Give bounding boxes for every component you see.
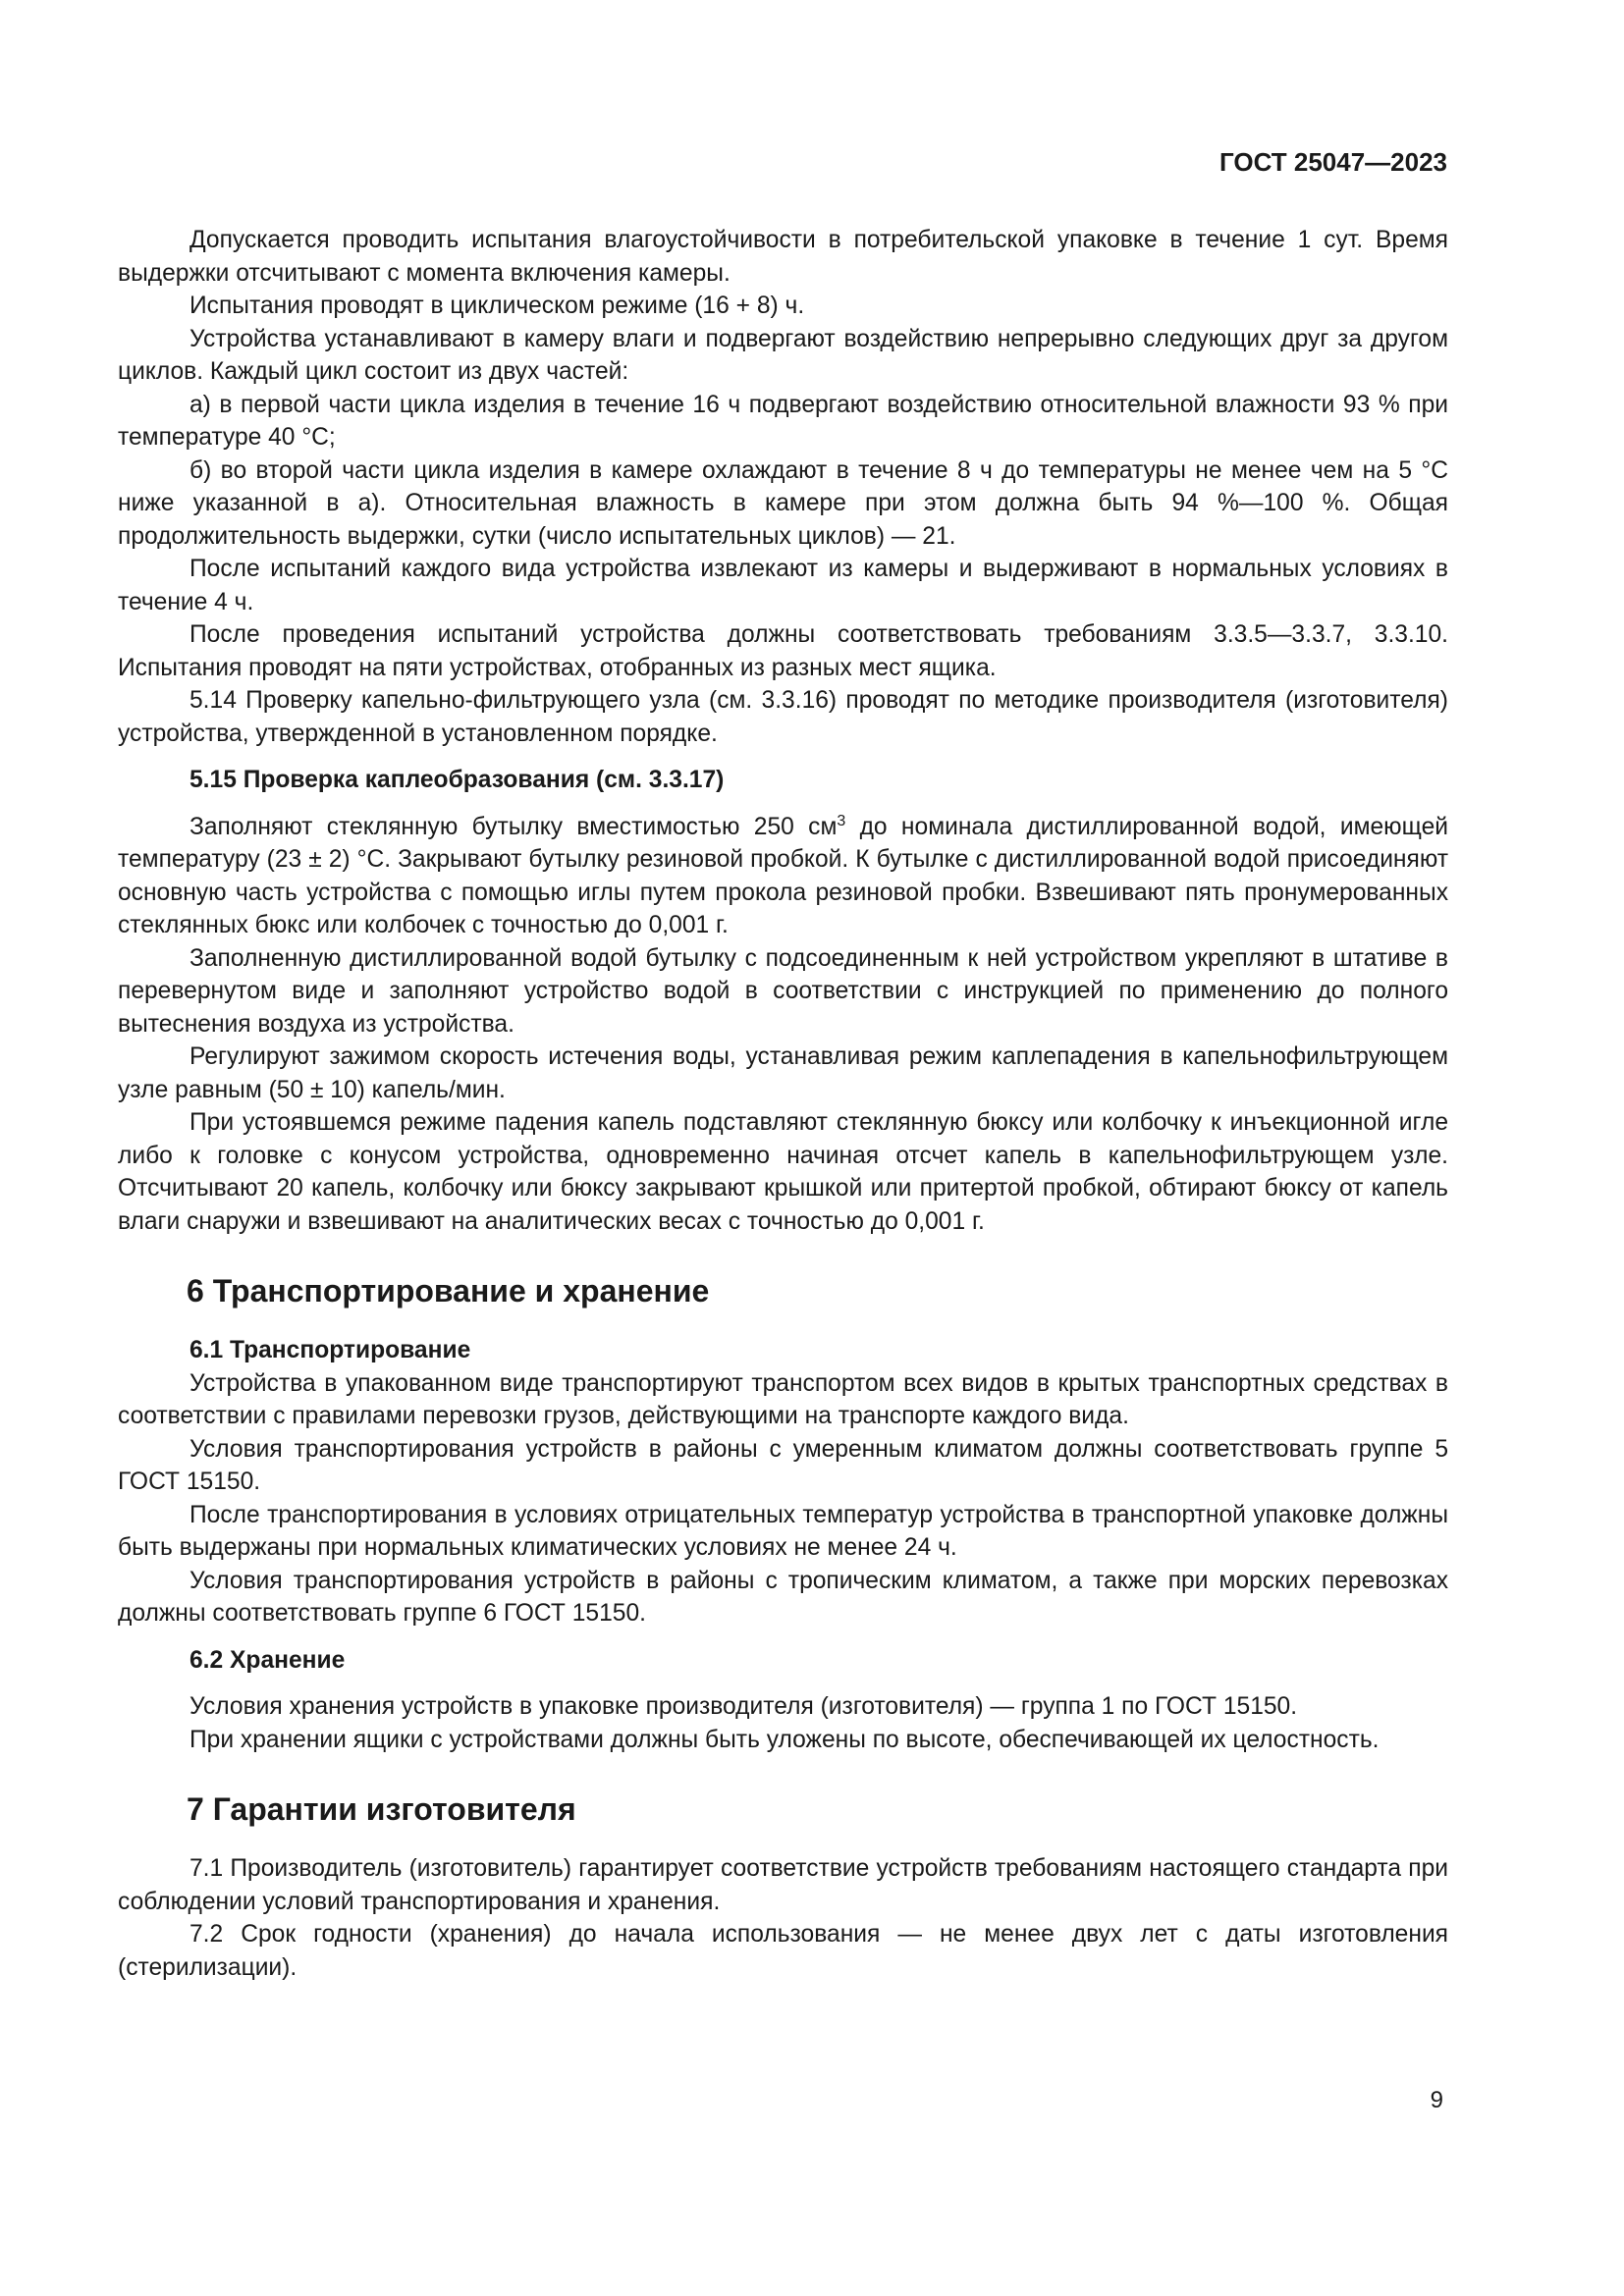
paragraph: Устройства в упакованном виде транспортируют транспортом всех видов в крытых транспортных средствах в соответствии с правилами перевозки грузов, действующими на транспорте каждого вида. [118, 1369, 1448, 1429]
clause-6-2-heading: 6.2 Хранение [189, 1646, 346, 1674]
paragraph-text: до номинала дистиллированной водой, имеющей температуру (23 ± 2) °С. Закрывают бутылку резиновой пробкой. К бутылке с дистиллированной водой присоединяют основную часть устройства с помощью иглы путем прокола резиновой пробки. Взвешивают пять пронумерованных стеклянных бюкс или колбочек с точностью до 0,001 г. [118, 813, 1448, 938]
section-6-title: 6 Транспортирование и хранение [187, 1273, 710, 1308]
paragraph: Допускается проводить испытания влагоустойчивости в потребительской упаковке в течение 1 сут. Время выдержки отсчитывают с момента включения камеры. [118, 227, 1448, 287]
paragraph-text: Заполняют стеклянную бутылку вместимостью 250 см [189, 813, 838, 840]
paragraph: После испытаний каждого вида устройства извлекают из камеры и выдерживают в нормальных условиях в течение 4 ч. [118, 556, 1448, 615]
paragraph: Испытания проводят в циклическом режиме (16 + 8) ч. [189, 293, 805, 319]
paragraph: Условия транспортирования устройств в районы с тропическим климатом, а также при морских перевозках должны соответствовать группе 6 ГОСТ 15150. [118, 1567, 1448, 1627]
list-item-b: б) во второй части цикла изделия в камере охлаждают в течение 8 ч до температуры не менее чем на 5 °С ниже указанной в а). Относительная влажность в камере при этом должна быть 94 %—100 %. Общая продолжительность выдержки, сутки (число испытательных циклов) — 21. [118, 456, 1448, 550]
paragraph: После проведения испытаний устройства должны соответствовать требованиям 3.3.5—3.3.7, 3.3.10. Испытания проводят на пяти устройствах, отобранных из разных мест ящика. [118, 621, 1448, 681]
paragraph [118, 811, 1448, 942]
list-item-a: а) в первой части цикла изделия в течение 16 ч подвергают воздействию относительной влажности 93 % при температуре 40 °С; [118, 391, 1448, 451]
clause-7-1: 7.1 Производитель (изготовитель) гарантирует соответствие устройств требованиям настоящего стандарта при соблюдении условий транспортирования и хранения. [118, 1855, 1448, 1915]
paragraph: Условия транспортирования устройств в районы с умеренным климатом должны соответствовать группе 5 ГОСТ 15150. [118, 1435, 1448, 1495]
superscript: 3 [837, 812, 846, 829]
paragraph: После транспортирования в условиях отрицательных температур устройства в транспортной упаковке должны быть выдержаны при нормальных климатических условиях не менее 24 ч. [118, 1501, 1448, 1561]
paragraph: Устройства устанавливают в камеру влаги и подвергают воздействию непрерывно следующих друг за другом циклов. Каждый цикл состоит из двух частей: [118, 325, 1448, 385]
clause-5-15-heading: 5.15 Проверка каплеобразования (см. 3.3.17) [189, 767, 725, 793]
paragraph: При хранении ящики с устройствами должны быть уложены по высоте, обеспечивающей их целостность. [189, 1726, 1380, 1753]
document-header-id: ГОСТ 25047—2023 [1219, 147, 1447, 177]
document-body [118, 224, 1448, 1984]
page-number: 9 [1430, 2087, 1443, 2113]
clause-5-14: 5.14 Проверку капельно-фильтрующего узла (см. 3.3.16) проводят по методике производителя (изготовителя) устройства, утвержденной в установленном порядке. [118, 687, 1448, 747]
paragraph: При устоявшемся режиме падения капель подставляют стеклянную бюксу или колбочку к инъекционной игле либо к головке с конусом устройства, одновременно начиная отсчет капель в капельнофильтрующем узле. Отсчитывают 20 капель, колбочку или бюксу закрывают крышкой или притертой пробкой, обтирают бюксу от капель влаги снаружи и взвешивают на аналитических весах с точностью до 0,001 г. [118, 1109, 1448, 1235]
section-7-title: 7 Гарантии изготовителя [187, 1791, 576, 1827]
paragraph: Регулируют зажимом скорость истечения воды, устанавливая режим каплепадения в капельнофильтрующем узле равным (50 ± 10) капель/мин. [118, 1043, 1448, 1103]
paragraph: Условия хранения устройств в упаковке производителя (изготовителя) — группа 1 по ГОСТ 15150. [189, 1693, 1298, 1720]
clause-7-2: 7.2 Срок годности (хранения) до начала использования — не менее двух лет с даты изготовления (стерилизации). [118, 1921, 1448, 1981]
clause-6-1-heading: 6.1 Транспортирование [189, 1337, 471, 1363]
paragraph: Заполненную дистиллированной водой бутылку с подсоединенным к ней устройством укрепляют в штативе в перевернутом виде и заполняют устройство водой в соответствии с инструкцией по применению до полного вытеснения воздуха из устройства. [118, 944, 1448, 1038]
